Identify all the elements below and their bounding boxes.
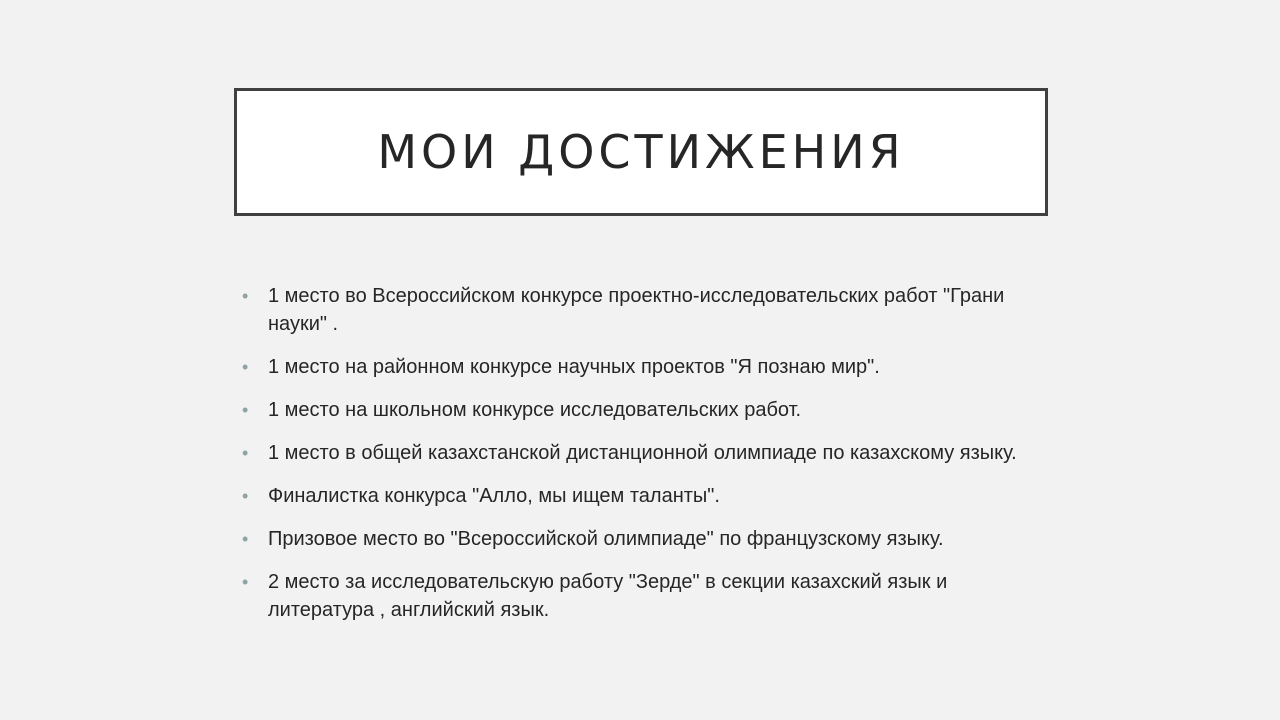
list-item bbox=[242, 396, 1042, 424]
list-item bbox=[242, 282, 1042, 338]
list-item-text: 1 место в общей казахстанской дистанционной олимпиаде по казахскому языку. bbox=[268, 442, 1017, 464]
list-item-text: 2 место за исследовательскую работу "Зерде" в секции казахский язык и литература , английский язык. bbox=[268, 571, 948, 621]
slide-title: МОИ ДОСТИЖЕНИЯ bbox=[377, 125, 905, 179]
list-item bbox=[242, 482, 1042, 510]
bullet-icon: • bbox=[242, 529, 249, 549]
list-item bbox=[242, 568, 1042, 624]
list-item-text: Финалистка конкурса "Алло, мы ищем таланты". bbox=[268, 485, 720, 507]
achievements-list bbox=[242, 282, 1042, 624]
list-item-text: Призовое место во "Всероссийской олимпиаде" по французскому языку. bbox=[268, 528, 944, 550]
list-item-text: 1 место на школьном конкурсе исследовательских работ. bbox=[268, 399, 802, 421]
bullet-icon: • bbox=[242, 357, 249, 377]
bullet-icon: • bbox=[242, 572, 249, 592]
list-item-text: 1 место во Всероссийском конкурсе проектно-исследовательских работ "Грани науки" . bbox=[268, 285, 1005, 335]
bullet-icon: • bbox=[242, 443, 249, 463]
bullet-icon: • bbox=[242, 286, 249, 306]
list-item-text: 1 место на районном конкурсе научных проектов "Я познаю мир". bbox=[268, 356, 880, 378]
list-item bbox=[242, 439, 1042, 467]
bullet-icon: • bbox=[242, 486, 249, 506]
title-box bbox=[234, 88, 1048, 216]
list-item bbox=[242, 353, 1042, 381]
list-item bbox=[242, 525, 1042, 553]
bullet-icon: • bbox=[242, 400, 249, 420]
content-area bbox=[242, 282, 1042, 639]
